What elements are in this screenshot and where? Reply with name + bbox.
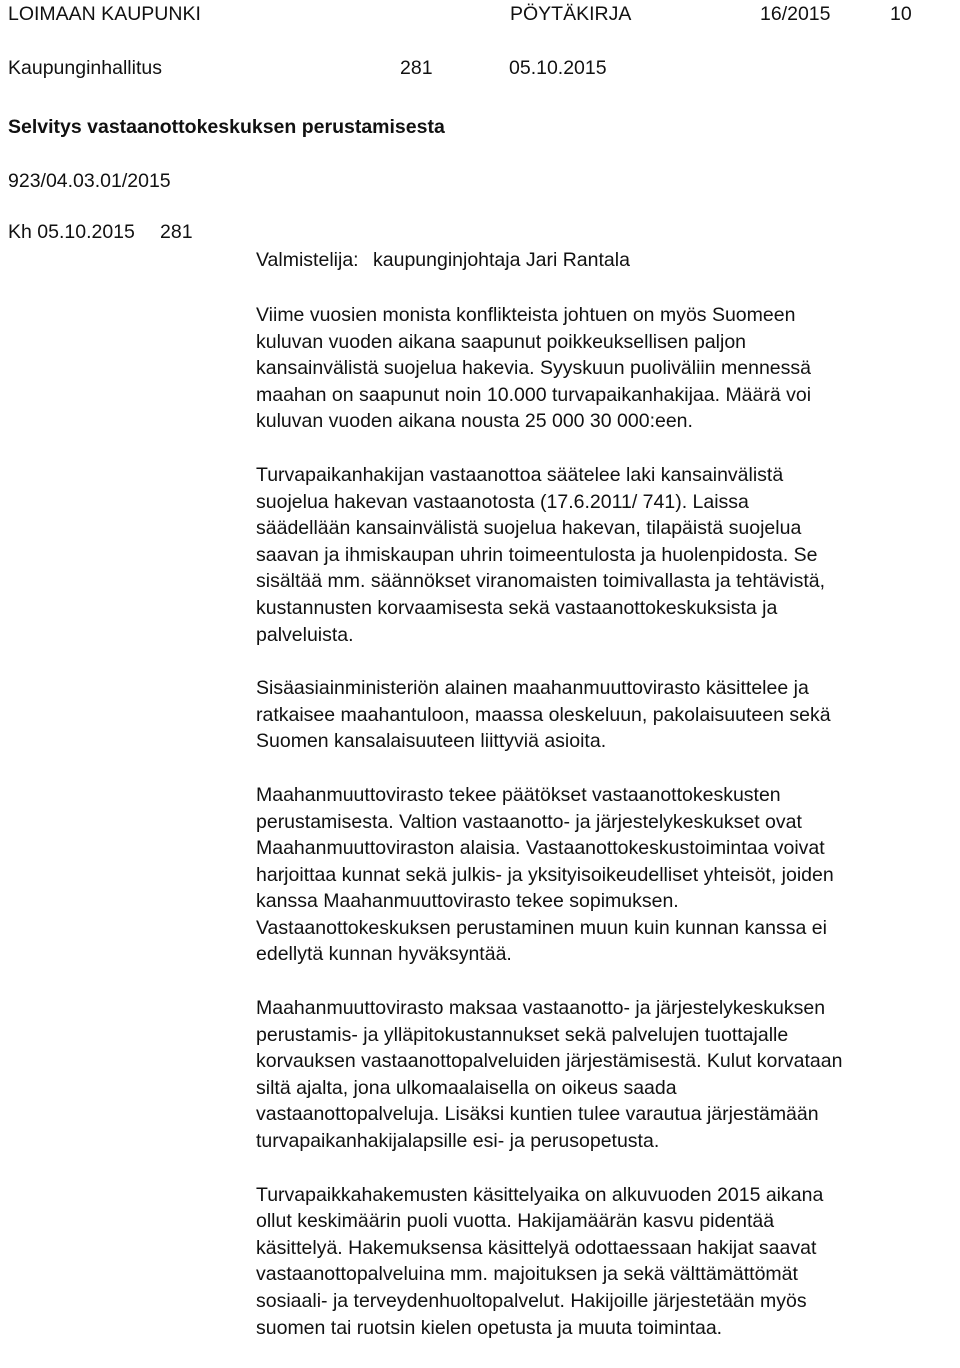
paragraph-ministry bbox=[256, 675, 956, 755]
meeting-date: 05.10.2015 bbox=[509, 57, 607, 79]
paragraph-line: säädellään kansainvälistä suojelua hakevan, tilapäistä suojelua bbox=[256, 517, 802, 540]
organization-name: LOIMAAN KAUPUNKI bbox=[8, 3, 201, 25]
item-title: Selvitys vastaanottokeskuksen perustamisesta bbox=[8, 116, 445, 138]
paragraph-line: palveluista. bbox=[256, 623, 354, 646]
paragraph-line: perustamis- ja ylläpitokustannukset sekä palvelujen tuottajalle bbox=[256, 1023, 789, 1046]
paragraph-line: kuluvan vuoden aikana saapunut poikkeuksellisen paljon bbox=[256, 330, 747, 353]
meeting-section: 281 bbox=[160, 221, 193, 243]
diary-number: 923/04.03.01/2015 bbox=[8, 170, 171, 192]
paragraph-line: suojelua hakevan vastaanotosta (17.6.2011/ 741). Laissa bbox=[256, 490, 749, 513]
paragraph-line: kuluvan vuoden aikana nousta 25 000 30 000:een. bbox=[256, 410, 693, 433]
paragraph-line: saavan ja ihmiskaupan uhrin toimeentulosta ja huolenpidosta. Se bbox=[256, 543, 818, 566]
paragraph-line: vastaanottopalveluina mm. majoituksen ja sekä välttämättömät bbox=[256, 1263, 798, 1286]
paragraph-line: Suomen kansalaisuuteen liittyviä asioita. bbox=[256, 730, 607, 753]
paragraph-line: kanssa Maahanmuuttovirasto tekee sopimuksen. bbox=[256, 890, 679, 913]
paragraph-line: kansainvälistä suojelua hakevia. Syyskuun puoliväliin mennessä bbox=[256, 357, 811, 380]
paragraph-line: turvapaikanhakijalapsille esi- ja perusopetusta. bbox=[256, 1130, 660, 1153]
paragraph-line: käsittelyä. Hakemuksensa käsittelyä odottaessaan hakijat saavat bbox=[256, 1236, 817, 1259]
paragraph-immigration-service bbox=[256, 782, 956, 968]
paragraph-line: Vastaanottokeskuksen perustaminen muun kuin kunnan kanssa ei bbox=[256, 916, 827, 939]
paragraph-line: korvauksen vastaanottopalveluiden järjestämisestä. Kulut korvataan bbox=[256, 1050, 843, 1073]
paragraph-line: Sisäasiainministeriön alainen maahanmuuttovirasto käsittelee ja bbox=[256, 677, 809, 700]
meeting-reference: Kh 05.10.2015 bbox=[8, 221, 135, 243]
document-type: PÖYTÄKIRJA bbox=[510, 3, 632, 25]
governing-body: Kaupunginhallitus bbox=[8, 57, 162, 79]
preparer-label: Valmistelija: bbox=[256, 249, 359, 271]
paragraph-costs bbox=[256, 995, 956, 1155]
paragraph-line: perustamisesta. Valtion vastaanotto- ja järjestelykeskukset ovat bbox=[256, 810, 802, 833]
paragraph-processing-time bbox=[256, 1182, 956, 1342]
paragraph-line: Maahanmuuttovirasto tekee päätökset vastaanottokeskusten bbox=[256, 783, 781, 806]
paragraph-line: ratkaisee maahantuloon, maassa oleskeluun, pakolaisuuteen sekä bbox=[256, 703, 831, 726]
paragraph-line: Turvapaikkahakemusten käsittelyaika on alkuvuoden 2015 aikana bbox=[256, 1183, 824, 1206]
section-number: 281 bbox=[400, 57, 433, 79]
paragraph-line: edellytä kunnan hyväksyntää. bbox=[256, 943, 512, 966]
paragraph-situation bbox=[256, 302, 956, 435]
paragraph-line: Maahanmuuttoviraston alaisia. Vastaanottokeskustoimintaa voivat bbox=[256, 837, 825, 860]
paragraph-line: vastaanottopalveluja. Lisäksi kuntien tulee varautua järjestämään bbox=[256, 1103, 819, 1126]
paragraph-line: Maahanmuuttovirasto maksaa vastaanotto- ja järjestelykeskuksen bbox=[256, 997, 826, 1020]
paragraph-line: kustannusten korvaamisesta sekä vastaanottokeskuksista ja bbox=[256, 596, 778, 619]
paragraph-line: suomen tai ruotsin kielen opetusta ja muuta toimintaa. bbox=[256, 1316, 723, 1339]
paragraph-line: siltä ajalta, jona ulkomaalaisella on oikeus saada bbox=[256, 1076, 677, 1099]
document-number: 16/2015 bbox=[760, 3, 831, 25]
paragraph-line: sosiaali- ja terveydenhuoltopalvelut. Hakijoille järjestetään myös bbox=[256, 1290, 807, 1312]
document-body bbox=[256, 302, 956, 1368]
paragraph-line: harjoittaa kunnat sekä julkis- ja yksityisoikeudelliset yhteisöt, joiden bbox=[256, 863, 834, 886]
preparer-value: kaupunginjohtaja Jari Rantala bbox=[373, 249, 630, 271]
paragraph-line: sisältää mm. säännökset viranomaisten toimivallasta ja tehtävistä, bbox=[256, 570, 826, 593]
paragraph-line: Viime vuosien monista konflikteista johtuen on myös Suomeen bbox=[256, 304, 796, 326]
paragraph-line: Turvapaikanhakijan vastaanottoa säätelee laki kansainvälistä bbox=[256, 463, 784, 486]
paragraph-line: maahan on saapunut noin 10.000 turvapaikanhakijaa. Määrä voi bbox=[256, 383, 812, 406]
paragraph-legislation bbox=[256, 462, 956, 648]
paragraph-line: ollut keskimäärin puoli vuotta. Hakijamäärän kasvu pidentää bbox=[256, 1210, 775, 1233]
page-number: 10 bbox=[890, 3, 912, 25]
